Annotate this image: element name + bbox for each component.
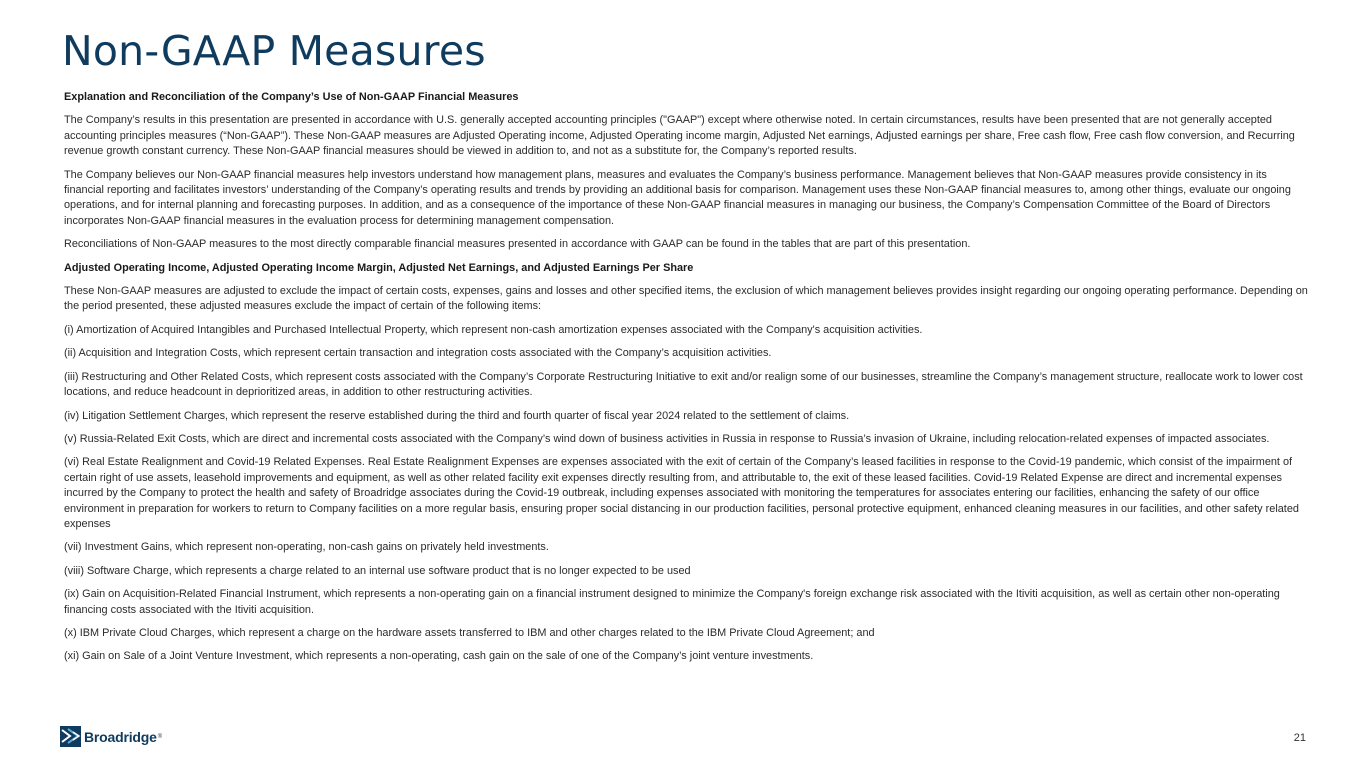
- list-item: (ix) Gain on Acquisition-Related Financial Instrument, which represents a non-operating gain on a financial instrument designed to minimize the Company's foreign exchange risk associated with the Itiviti acquisition, as well as certain other non-operating financing costs associated with the Itiviti acquisition.: [64, 588, 1280, 616]
- page-number: 21: [1293, 732, 1306, 744]
- broadridge-logo-icon: [60, 726, 81, 747]
- paragraph: The Company believes our Non-GAAP financial measures help investors understand how management plans, measures and evaluates the Company’s business performance. Management believes that Non-GAAP measures provide consistency in its financial reporting and facilitates investors’ understanding of the Company’s operating results and trends by providing an additional basis for comparison. Management uses these Non-GAAP financial measures to, among other things, evaluate our ongoing operations, and for internal planning and forecasting purposes. In addition, and as a consequence of the importance of these Non-GAAP financial measures in managing our business, the Company’s Compensation Committee of the Board of Directors incorporates Non-GAAP financial measures in the evaluation process for determining management compensation.: [64, 168, 1291, 227]
- list-item: (vi) Real Estate Realignment and Covid-19 Related Expenses. Real Estate Realignment Expenses are expenses associated with the exit of certain of the Company’s leased facilities in response to the Covid-19 pandemic, which consist of the impairment of certain right of use assets, leasehold improvements and equipment, as well as other related facility exit expenses directly resulting from, and attributable to, the exit of these leased facilities. Covid-19 Related Expense are direct and incremental expenses incurred by the Company to protect the health and safety of Broadridge associates during the Covid-19 outbreak, including expenses associated with monitoring the temperatures for associates entering our facilities, enhancing the safety of our office environment in preparation for workers to return to Company facilities on a more regular basis, ensuring proper social distancing in our production facilities, personal protective equipment, enhanced cleaning measures in our facilities, and other safety related expenses: [64, 456, 1299, 530]
- list-item: (iii) Restructuring and Other Related Costs, which represent costs associated with the Company’s Corporate Restructuring Initiative to exit and/or realign some of our businesses, streamline the Company’s management structure, reallocate work to lower cost locations, and reduce headcount in deprioritized areas, in addition to other restructuring activities.: [64, 370, 1303, 399]
- content-body: [64, 90, 1308, 673]
- paragraph: The Company’s results in this presentation are presented in accordance with U.S. generally accepted accounting principles ("GAAP") except where otherwise noted. In certain circumstances, results have been presented that are not generally accepted accounting principles measures (“Non-GAAP”). These Non-GAAP measures are Adjusted Operating income, Adjusted Operating income margin, Adjusted Net earnings, Adjusted earnings per share, Free cash flow, Free cash flow conversion, and Recurring revenue growth constant currency. These Non-GAAP financial measures should be viewed in addition to, and not as a substitute for, the Company’s reported results.: [64, 114, 1295, 158]
- broadridge-logo: [60, 726, 162, 747]
- section-heading: Explanation and Reconciliation of the Company’s Use of Non-GAAP Financial Measures: [64, 91, 519, 103]
- page-title: Non-GAAP Measures: [62, 27, 486, 75]
- list-item: (ii) Acquisition and Integration Costs, which represent certain transaction and integration costs associated with the Company’s acquisition activities.: [64, 347, 772, 360]
- list-item: (vii) Investment Gains, which represent non-operating, non-cash gains on privately held investments.: [64, 541, 549, 554]
- list-item: (xi) Gain on Sale of a Joint Venture Investment, which represents a non-operating, cash gain on the sale of one of the Company’s joint venture investments.: [64, 650, 814, 663]
- logo-trademark: ®: [157, 733, 163, 740]
- section-heading: Adjusted Operating Income, Adjusted Operating Income Margin, Adjusted Net Earnings, and Adjusted Earnings Per Share: [64, 261, 694, 274]
- list-item: (i) Amortization of Acquired Intangibles and Purchased Intellectual Property, which represent non-cash amortization expenses associated with the Company's acquisition activities.: [64, 323, 923, 336]
- list-item: (iv) Litigation Settlement Charges, which represent the reserve established during the third and fourth quarter of fiscal year 2024 related to the settlement of claims.: [64, 409, 850, 422]
- paragraph: Reconciliations of Non-GAAP measures to the most directly comparable financial measures presented in accordance with GAAP can be found in the tables that are part of this presentation.: [64, 238, 971, 251]
- list-item: (v) Russia-Related Exit Costs, which are direct and incremental costs associated with the Company’s wind down of business activities in Russia in response to Russia’s invasion of Ukraine, including relocation-related expenses of impacted associates.: [64, 432, 1270, 445]
- paragraph: These Non-GAAP measures are adjusted to exclude the impact of certain costs, expenses, gains and losses and other specified items, the exclusion of which management believes provides insight regarding our ongoing operating performance. Depending on the period presented, these adjusted measures exclude the impact of certain of the following items:: [64, 285, 1308, 313]
- list-item: (x) IBM Private Cloud Charges, which represent a charge on the hardware assets transferred to IBM and other charges related to the IBM Private Cloud Agreement; and: [64, 626, 875, 639]
- list-item: (viii) Software Charge, which represents a charge related to an internal use software product that is no longer expected to be used: [64, 564, 691, 577]
- logo-text: Broadridge: [84, 728, 157, 745]
